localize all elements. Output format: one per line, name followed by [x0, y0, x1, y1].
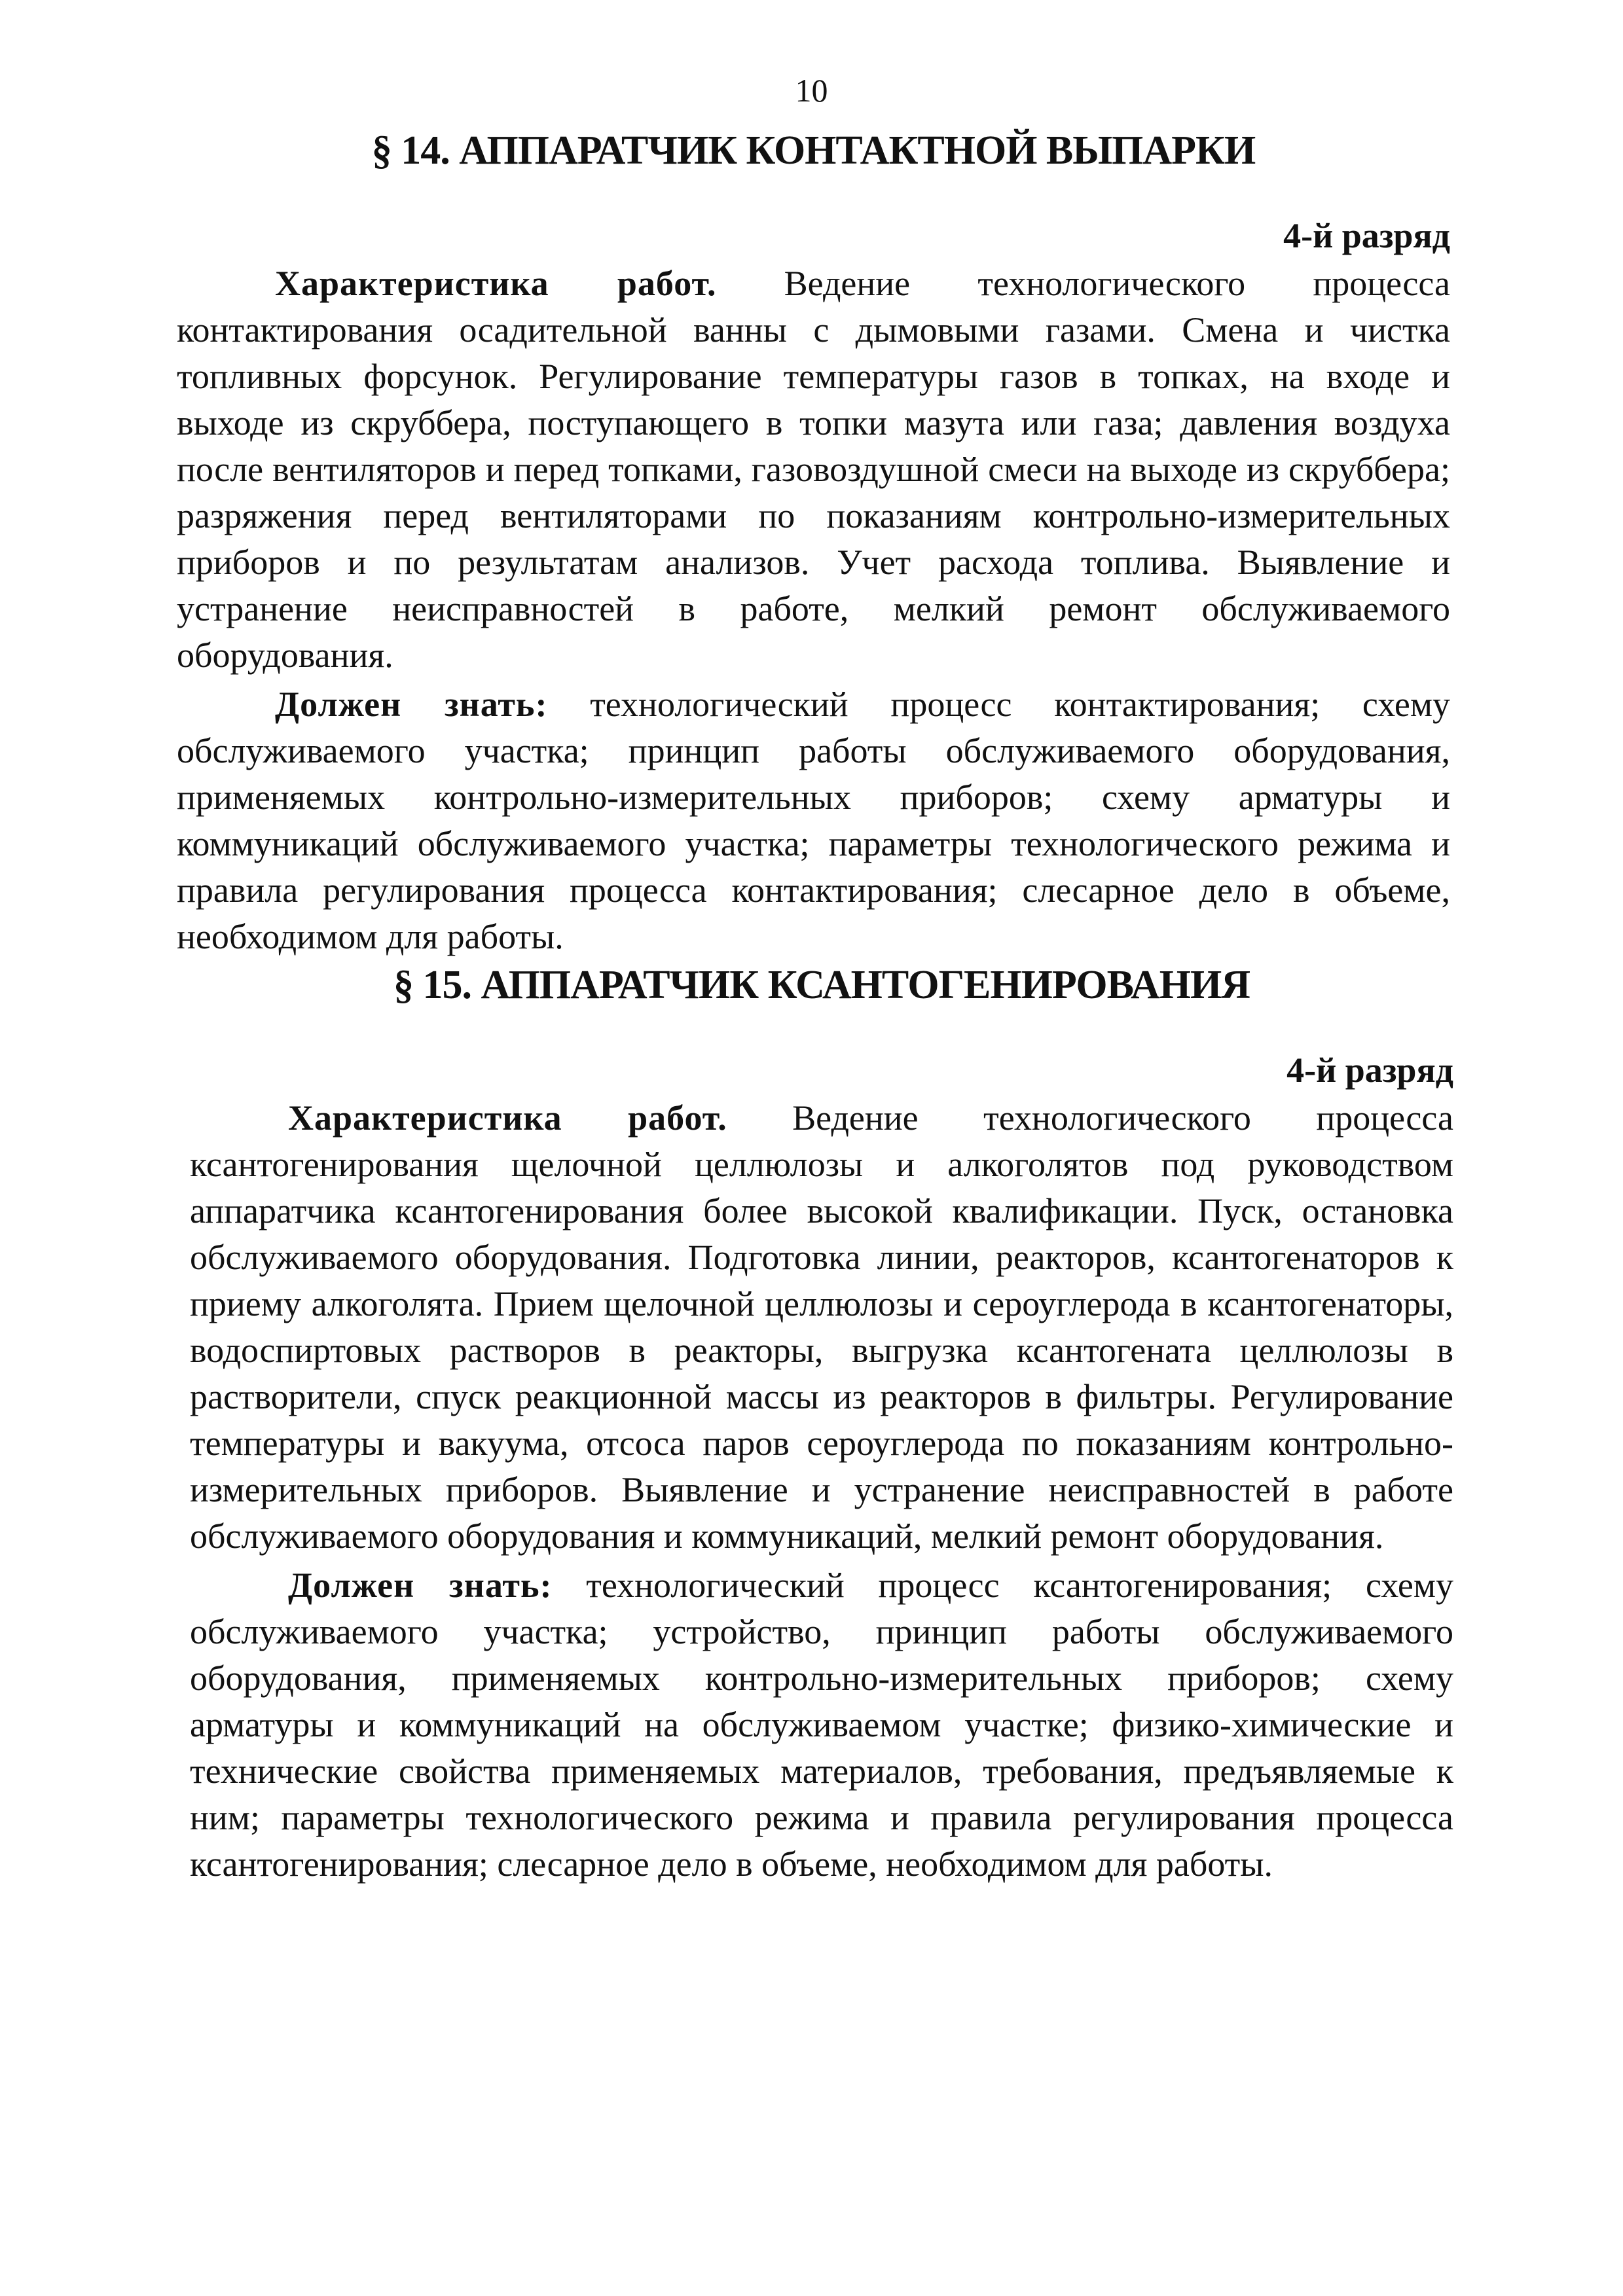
knowledge-label: Должен знать:	[288, 1566, 553, 1605]
grade-label: 4-й разряд	[1283, 216, 1450, 255]
characteristics-paragraph	[190, 1095, 1453, 1560]
section-title: § 15. АППАРАТЧИК КСАНТОГЕНИРОВАНИЯ	[393, 963, 1250, 1007]
knowledge-label: Должен знать:	[275, 685, 548, 724]
section-15	[190, 959, 1453, 1888]
characteristics-paragraph	[177, 260, 1450, 679]
knowledge-paragraph	[177, 681, 1450, 960]
characteristics-label: Характеристика работ.	[275, 264, 717, 303]
grade-label: 4-й разряд	[1286, 1050, 1453, 1090]
section-14	[177, 124, 1450, 960]
knowledge-text: технологический процесс ксантогенирования; схему обслуживаемого участка; устройство, принцип работы обслуживаемого оборудования, применяемых контрольно-измерительных приборов; схему арматуры и коммуникаций на обслуживаемом участке; физико-химические и технические свойства применяемых материалов, требования, предъявляемые к ним; параметры технологического режима и правила регулирования процесса ксантогенирования; слесарное дело в объеме, необходимом для работы.	[190, 1566, 1453, 1884]
characteristics-text: Ведение технологического процесса контактирования осадительной ванны с дымовыми газами. Смена и чистка топливных форсунок. Регулирование температуры газов в топках, на входе и выходе из скруббера, поступающего в топки мазута или газа; давления воздуха после вентиляторов и перед топками, газовоздушной смеси на выходе из скруббера; разряжения перед вентиляторами по показаниям контрольно-измерительных приборов и по результатам анализов. Учет расхода топлива. Выявление и устранение неисправностей в работе, мелкий ремонт обслуживаемого оборудования.	[177, 264, 1450, 675]
page-number: 10	[795, 72, 828, 109]
characteristics-label: Характеристика работ.	[288, 1098, 727, 1138]
knowledge-text: технологический процесс контактирования; схему обслуживаемого участка; принцип работы обслуживаемого оборудования, применяемых контрольно-измерительных приборов; схему арматуры и коммуникаций обслуживаемого участка; параметры технологического режима и правила регулирования процесса контактирования; слесарное дело в объеме, необходимом для работы.	[177, 685, 1450, 956]
characteristics-text: Ведение технологического процесса ксантогенирования щелочной целлюлозы и алкоголятов под руководством аппаратчика ксантогенирования более высокой квалификации. Пуск, остановка обслуживаемого оборудования. Подготовка линии, реакторов, ксантогенаторов к приему алкоголята. Прием щелочной целлюлозы и сероуглерода в ксантогенаторы, водоспиртовых растворов в реакторы, выгрузка ксантогената целлюлозы в растворители, спуск реакционной массы из реакторов в фильтры. Регулирование температуры и вакуума, отсоса паров сероуглерода по показаниям контрольно-измерительных приборов. Выявление и устранение неисправностей в работе обслуживаемого оборудования и коммуникаций, мелкий ремонт оборудования.	[190, 1098, 1453, 1556]
section-title: § 14. АППАРАТЧИК КОНТАКТНОЙ ВЫПАРКИ	[371, 128, 1256, 173]
knowledge-paragraph	[190, 1562, 1453, 1888]
